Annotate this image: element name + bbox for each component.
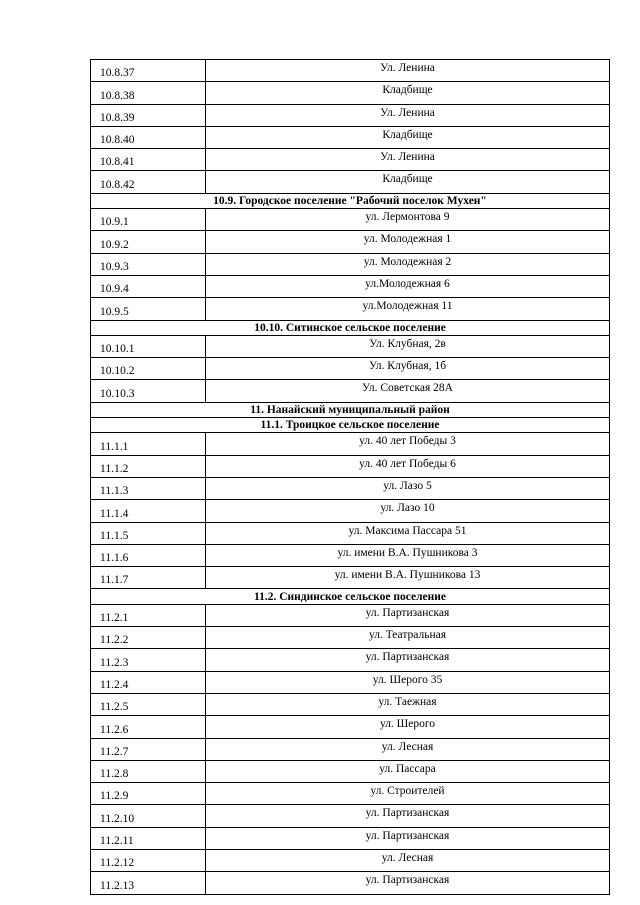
row-address: Ул. Клубная, 2в xyxy=(206,335,610,357)
row-number: 11.2.8 xyxy=(91,760,206,782)
table-row xyxy=(91,477,610,499)
table-row xyxy=(91,335,610,357)
row-number: 11.2.11 xyxy=(91,827,206,849)
section-title: 11.2. Синдинское сельское поселение xyxy=(91,589,610,604)
row-address: ул. имени В.А. Пушникова 3 xyxy=(206,544,610,566)
row-number: 11.2.12 xyxy=(91,849,206,871)
row-address: ул. Лазо 5 xyxy=(206,477,610,499)
row-number: 10.10.3 xyxy=(91,380,206,402)
table-row xyxy=(91,716,610,738)
section-header-row xyxy=(91,589,610,604)
row-number: 11.2.6 xyxy=(91,716,206,738)
section-title: 10.9. Городское поселение "Рабочий поселок Мухен" xyxy=(91,193,610,208)
table-row xyxy=(91,171,610,193)
table-row xyxy=(91,104,610,126)
section-header-row xyxy=(91,193,610,208)
row-address: ул. Театральная xyxy=(206,627,610,649)
section-header-row xyxy=(91,402,610,417)
row-address: ул. Пассара xyxy=(206,760,610,782)
row-address: ул. 40 лет Победы 3 xyxy=(206,433,610,455)
row-address: ул. Лесная xyxy=(206,849,610,871)
table-row xyxy=(91,380,610,402)
table-row xyxy=(91,567,610,589)
row-address: ул. Строителей xyxy=(206,783,610,805)
table-body xyxy=(91,60,610,895)
table-row xyxy=(91,253,610,275)
table-row xyxy=(91,872,610,894)
row-address: Ул. Ленина xyxy=(206,149,610,171)
row-address: ул. Лазо 10 xyxy=(206,500,610,522)
table-row xyxy=(91,671,610,693)
table-row xyxy=(91,358,610,380)
row-address: ул. Шерого 35 xyxy=(206,671,610,693)
table-row xyxy=(91,209,610,231)
row-number: 11.1.7 xyxy=(91,567,206,589)
row-number: 10.9.5 xyxy=(91,298,206,320)
row-address: Ул. Советская 28А xyxy=(206,380,610,402)
table-row xyxy=(91,604,610,626)
row-address: ул. Молодежная 2 xyxy=(206,253,610,275)
row-number: 11.2.7 xyxy=(91,738,206,760)
table-row xyxy=(91,827,610,849)
row-number: 11.1.5 xyxy=(91,522,206,544)
row-number: 10.10.2 xyxy=(91,358,206,380)
row-number: 11.2.1 xyxy=(91,604,206,626)
table-row xyxy=(91,500,610,522)
row-address: Ул. Клубная, 1б xyxy=(206,358,610,380)
row-number: 10.8.40 xyxy=(91,126,206,148)
row-number: 10.9.1 xyxy=(91,209,206,231)
table-row xyxy=(91,783,610,805)
row-address: Кладбище xyxy=(206,171,610,193)
row-address: Кладбище xyxy=(206,82,610,104)
table-row xyxy=(91,126,610,148)
section-header-row xyxy=(91,418,610,433)
table-row xyxy=(91,231,610,253)
row-number: 11.1.4 xyxy=(91,500,206,522)
table-row xyxy=(91,849,610,871)
section-title: 11. Нанайский муниципальный район xyxy=(91,402,610,417)
row-number: 11.1.2 xyxy=(91,455,206,477)
row-number: 10.8.38 xyxy=(91,82,206,104)
table-row xyxy=(91,627,610,649)
table-row xyxy=(91,544,610,566)
section-title: 11.1. Троицкое сельское поселение xyxy=(91,418,610,433)
row-number: 10.9.2 xyxy=(91,231,206,253)
row-number: 10.8.42 xyxy=(91,171,206,193)
row-number: 10.8.39 xyxy=(91,104,206,126)
row-number: 10.8.41 xyxy=(91,149,206,171)
row-address: Ул. Ленина xyxy=(206,60,610,82)
section-title: 10.10. Ситинское сельское поселение xyxy=(91,320,610,335)
table-row xyxy=(91,455,610,477)
row-address: ул. Лесная xyxy=(206,738,610,760)
table-row xyxy=(91,805,610,827)
row-number: 11.2.3 xyxy=(91,649,206,671)
row-address: ул.Молодежная 6 xyxy=(206,275,610,297)
row-address: ул.Молодежная 11 xyxy=(206,298,610,320)
row-address: Ул. Ленина xyxy=(206,104,610,126)
row-address: ул. Партизанская xyxy=(206,872,610,894)
table-row xyxy=(91,522,610,544)
row-address: ул. Партизанская xyxy=(206,827,610,849)
row-address: ул. Таежная xyxy=(206,693,610,715)
row-number: 11.2.13 xyxy=(91,872,206,894)
row-number: 11.2.10 xyxy=(91,805,206,827)
row-number: 10.9.4 xyxy=(91,275,206,297)
row-address: Кладбище xyxy=(206,126,610,148)
row-address: ул. Партизанская xyxy=(206,604,610,626)
table-row xyxy=(91,433,610,455)
table-row xyxy=(91,760,610,782)
row-number: 10.8.37 xyxy=(91,60,206,82)
table-row xyxy=(91,82,610,104)
table-row xyxy=(91,275,610,297)
table-row xyxy=(91,298,610,320)
row-number: 10.9.3 xyxy=(91,253,206,275)
address-table xyxy=(90,59,610,895)
table-row xyxy=(91,693,610,715)
row-address: ул. Шерого xyxy=(206,716,610,738)
row-address: ул. 40 лет Победы 6 xyxy=(206,455,610,477)
section-header-row xyxy=(91,320,610,335)
row-number: 10.10.1 xyxy=(91,335,206,357)
row-address: ул. Лермонтова 9 xyxy=(206,209,610,231)
row-address: ул. Партизанская xyxy=(206,805,610,827)
row-address: ул. Партизанская xyxy=(206,649,610,671)
row-number: 11.1.3 xyxy=(91,477,206,499)
row-number: 11.2.9 xyxy=(91,783,206,805)
row-number: 11.1.6 xyxy=(91,544,206,566)
row-number: 11.2.4 xyxy=(91,671,206,693)
table-row xyxy=(91,60,610,82)
row-address: ул. Молодежная 1 xyxy=(206,231,610,253)
row-number: 11.2.5 xyxy=(91,693,206,715)
row-address: ул. Максима Пассара 51 xyxy=(206,522,610,544)
row-address: ул. имени В.А. Пушникова 13 xyxy=(206,567,610,589)
row-number: 11.1.1 xyxy=(91,433,206,455)
table-row xyxy=(91,149,610,171)
table-row xyxy=(91,649,610,671)
row-number: 11.2.2 xyxy=(91,627,206,649)
table-row xyxy=(91,738,610,760)
